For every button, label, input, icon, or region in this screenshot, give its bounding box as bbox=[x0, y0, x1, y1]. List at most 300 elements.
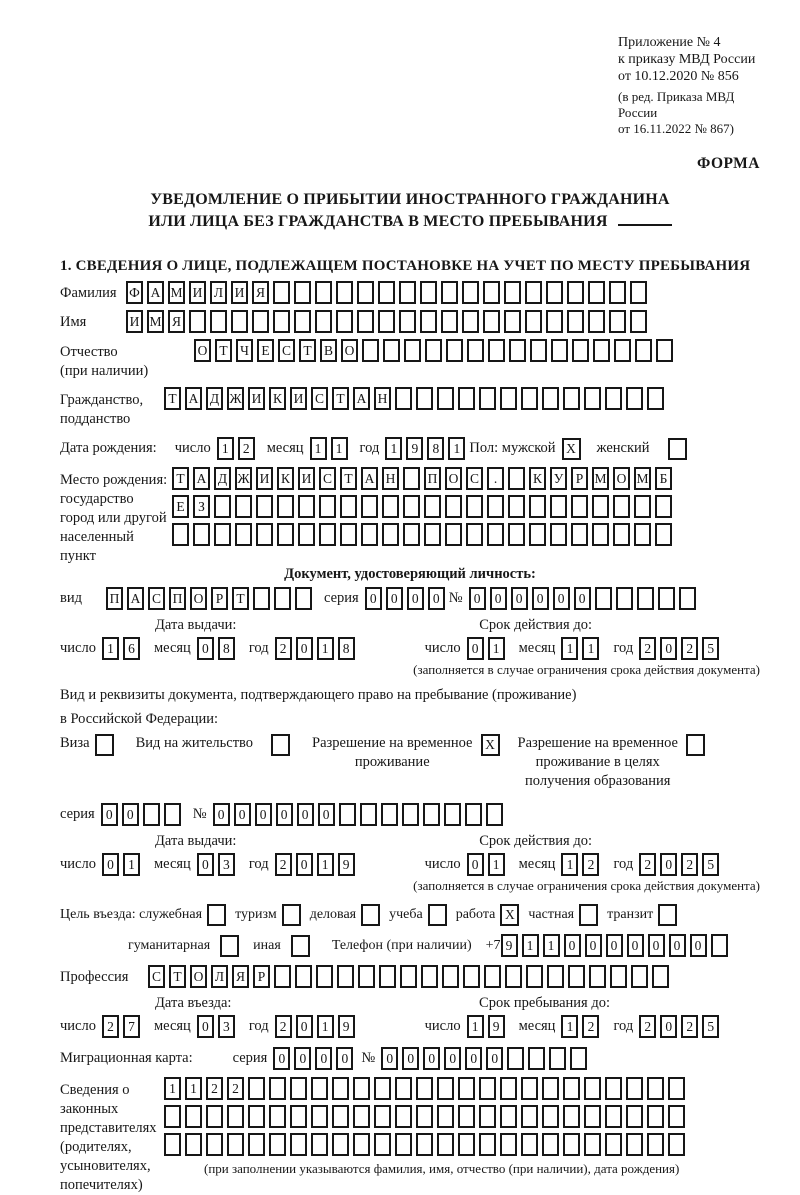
form-cell bbox=[567, 281, 584, 304]
form-cell bbox=[626, 1105, 643, 1128]
form-cell: 8 bbox=[427, 437, 444, 460]
form-cell bbox=[466, 495, 483, 518]
form-cell bbox=[442, 965, 459, 988]
surname-label: Фамилия bbox=[60, 285, 117, 301]
form-cell: 0 bbox=[660, 1015, 677, 1038]
form-cell bbox=[610, 965, 627, 988]
form-cell: 1 bbox=[543, 934, 560, 957]
number-label: № bbox=[448, 590, 463, 606]
permit-limited-note: (заполняется в случае ограничения срока действия документа) bbox=[413, 878, 760, 893]
form-cell bbox=[378, 281, 395, 304]
form-cell: 2 bbox=[275, 1015, 292, 1038]
form-cell bbox=[521, 387, 538, 410]
form-cell: 0 bbox=[102, 853, 119, 876]
form-cell bbox=[647, 1105, 664, 1128]
form-cell bbox=[605, 1133, 622, 1156]
form-cell: П bbox=[424, 467, 441, 490]
representatives-note: (при заполнении указываются фамилия, имя, отчество (при наличии), дата рождения) bbox=[204, 1161, 680, 1176]
migcard-number-cells bbox=[381, 1047, 591, 1070]
form-cell bbox=[374, 1105, 391, 1128]
form-cell: У bbox=[550, 467, 567, 490]
form-cell bbox=[382, 495, 399, 518]
form-cell: 5 bbox=[702, 637, 719, 660]
doc-dates-row bbox=[60, 637, 760, 660]
form-cell: 1 bbox=[317, 853, 334, 876]
form-cell: Б bbox=[655, 467, 672, 490]
form-cell: М bbox=[168, 281, 185, 304]
form-cell bbox=[374, 1133, 391, 1156]
form-cell bbox=[358, 965, 375, 988]
form-cell bbox=[634, 495, 651, 518]
title-line1: УВЕДОМЛЕНИЕ О ПРИБЫТИИ ИНОСТРАННОГО ГРАЖДАНИНА bbox=[150, 191, 670, 208]
form-cell bbox=[549, 1047, 566, 1070]
form-cell bbox=[668, 1105, 685, 1128]
form-cell: Т bbox=[299, 339, 316, 362]
form-cell bbox=[647, 1077, 664, 1100]
form-cell bbox=[193, 523, 210, 546]
form-cell bbox=[568, 965, 585, 988]
given-name-label: Имя bbox=[60, 314, 87, 330]
form-cell bbox=[382, 523, 399, 546]
form-cell bbox=[458, 1133, 475, 1156]
form-label: ФОРМА bbox=[696, 155, 760, 172]
form-cell bbox=[311, 1105, 328, 1128]
form-cell bbox=[353, 1133, 370, 1156]
form-cell bbox=[437, 1133, 454, 1156]
phone-cells bbox=[501, 934, 732, 957]
month-label: месяц bbox=[266, 440, 304, 456]
form-cell bbox=[353, 1105, 370, 1128]
form-cell: Т bbox=[332, 387, 349, 410]
form-cell bbox=[400, 965, 417, 988]
form-cell: 0 bbox=[255, 803, 272, 826]
form-cell: О bbox=[445, 467, 462, 490]
form-cell: 2 bbox=[639, 853, 656, 876]
form-cell bbox=[290, 1105, 307, 1128]
form-cell: 0 bbox=[660, 853, 677, 876]
form-cell bbox=[164, 803, 181, 826]
form-cell bbox=[441, 281, 458, 304]
form-cell bbox=[298, 523, 315, 546]
form-cell bbox=[185, 1105, 202, 1128]
migcard-series-cells bbox=[273, 1047, 357, 1070]
form-cell: 0 bbox=[467, 853, 484, 876]
form-cell: Р bbox=[253, 965, 270, 988]
form-cell bbox=[416, 387, 433, 410]
form-cell: Ф bbox=[126, 281, 143, 304]
form-cell bbox=[294, 310, 311, 333]
form-cell bbox=[631, 965, 648, 988]
form-cell bbox=[458, 387, 475, 410]
form-cell: 5 bbox=[702, 1015, 719, 1038]
form-cell bbox=[626, 1077, 643, 1100]
form-cell bbox=[635, 339, 652, 362]
form-cell: 9 bbox=[338, 1015, 355, 1038]
form-cell: О bbox=[613, 467, 630, 490]
form-cell: Д bbox=[206, 387, 223, 410]
form-cell: 0 bbox=[276, 803, 293, 826]
profession-label: Профессия bbox=[60, 969, 129, 985]
form-cell bbox=[403, 495, 420, 518]
form-cell: 0 bbox=[213, 803, 230, 826]
form-cell bbox=[483, 281, 500, 304]
form-cell: 0 bbox=[297, 803, 314, 826]
form-cell bbox=[379, 965, 396, 988]
form-cell bbox=[521, 1133, 538, 1156]
form-cell: 0 bbox=[365, 587, 382, 610]
form-cell bbox=[424, 495, 441, 518]
form-cell bbox=[339, 803, 356, 826]
representatives-line3-cells bbox=[164, 1133, 689, 1156]
form-cell: 2 bbox=[681, 637, 698, 660]
form-cell bbox=[487, 495, 504, 518]
form-cell bbox=[605, 1105, 622, 1128]
form-cell: Н bbox=[374, 387, 391, 410]
form-cell bbox=[528, 1047, 545, 1070]
form-cell bbox=[214, 523, 231, 546]
permit-doc-line1: Вид и реквизиты документа, подтверждающего право на пребывание (проживание) bbox=[60, 687, 577, 703]
form-cell bbox=[378, 310, 395, 333]
form-cell: И bbox=[189, 281, 206, 304]
order-reference bbox=[618, 34, 760, 137]
form-cell: 0 bbox=[336, 1047, 353, 1070]
form-cell bbox=[277, 495, 294, 518]
form-cell: 0 bbox=[296, 853, 313, 876]
form-cell bbox=[231, 310, 248, 333]
form-cell: . bbox=[487, 467, 504, 490]
surname-cells bbox=[126, 281, 651, 304]
form-cell: 0 bbox=[428, 587, 445, 610]
form-cell: 2 bbox=[238, 437, 255, 460]
profession-row bbox=[60, 965, 760, 988]
form-cell bbox=[508, 467, 525, 490]
form-cell: 1 bbox=[123, 853, 140, 876]
form-cell bbox=[248, 1133, 265, 1156]
form-cell bbox=[381, 803, 398, 826]
form-cell bbox=[248, 1105, 265, 1128]
form-cell: 0 bbox=[296, 637, 313, 660]
form-cell bbox=[164, 1133, 181, 1156]
birthplace-line2-cells bbox=[172, 495, 676, 518]
doc-date-headers bbox=[60, 617, 760, 634]
form-cell: Д bbox=[214, 467, 231, 490]
permit-series-cells bbox=[101, 803, 185, 826]
form-cell bbox=[521, 1105, 538, 1128]
year-label: год bbox=[359, 440, 380, 456]
form-cell bbox=[542, 1105, 559, 1128]
purpose-study-checkbox bbox=[428, 904, 447, 926]
form-cell: С bbox=[311, 387, 328, 410]
form-cell bbox=[500, 1105, 517, 1128]
form-cell bbox=[630, 281, 647, 304]
form-cell: 0 bbox=[627, 934, 644, 957]
migration-card-label: Миграционная карта: bbox=[60, 1050, 193, 1066]
form-cell: И bbox=[126, 310, 143, 333]
form-cell bbox=[605, 387, 622, 410]
form-cell bbox=[437, 1105, 454, 1128]
form-cell bbox=[584, 1077, 601, 1100]
form-cell bbox=[521, 1077, 538, 1100]
purpose-work-checkbox: X bbox=[500, 904, 519, 926]
form-cell bbox=[572, 339, 589, 362]
form-cell bbox=[500, 1133, 517, 1156]
form-cell: 0 bbox=[574, 587, 591, 610]
form-cell bbox=[525, 310, 542, 333]
form-cell: М bbox=[634, 467, 651, 490]
form-cell bbox=[593, 339, 610, 362]
form-cell: Т bbox=[164, 387, 181, 410]
form-cell: 0 bbox=[234, 803, 251, 826]
citizenship-cells bbox=[164, 387, 668, 410]
form-cell: Н bbox=[382, 467, 399, 490]
form-cell: 1 bbox=[164, 1077, 181, 1100]
form-cell: 0 bbox=[197, 853, 214, 876]
form-cell bbox=[584, 1105, 601, 1128]
form-cell: 7 bbox=[123, 1015, 140, 1038]
form-cell: А bbox=[147, 281, 164, 304]
form-cell: П bbox=[169, 587, 186, 610]
form-cell bbox=[295, 587, 312, 610]
birthplace-cells-block bbox=[172, 467, 676, 551]
form-cell: 1 bbox=[317, 637, 334, 660]
purpose-study-label: учеба bbox=[389, 907, 423, 922]
representatives-line2-cells bbox=[164, 1105, 689, 1128]
form-cell bbox=[206, 1105, 223, 1128]
entry-date-headers bbox=[60, 995, 760, 1012]
purpose-other-label: иная bbox=[253, 937, 281, 953]
valid-until-header: Срок действия до: bbox=[479, 833, 592, 849]
form-cell: 2 bbox=[206, 1077, 223, 1100]
doc-limited-note: (заполняется в случае ограничения срока действия документа) bbox=[413, 662, 760, 677]
form-cell: 0 bbox=[490, 587, 507, 610]
number-label: № bbox=[192, 806, 207, 822]
form-cell: Ч bbox=[236, 339, 253, 362]
form-cell bbox=[458, 1105, 475, 1128]
form-cell bbox=[550, 523, 567, 546]
form-cell: 1 bbox=[467, 1015, 484, 1038]
form-cell bbox=[332, 1077, 349, 1100]
form-cell bbox=[563, 1105, 580, 1128]
permit-rvp-education: Разрешение на временное проживание в целях получения образования bbox=[518, 734, 705, 791]
visa-checkbox bbox=[95, 734, 114, 756]
form-cell bbox=[571, 523, 588, 546]
purpose-business-label: деловая bbox=[309, 907, 357, 922]
residence-checkbox bbox=[271, 734, 290, 756]
series-label: серия bbox=[324, 590, 359, 606]
entry-dates-row bbox=[60, 1015, 760, 1038]
purpose-private-checkbox bbox=[579, 904, 598, 926]
form-cell bbox=[479, 1105, 496, 1128]
form-cell: А bbox=[193, 467, 210, 490]
form-cell bbox=[210, 310, 227, 333]
form-cell bbox=[395, 1133, 412, 1156]
form-cell: 0 bbox=[690, 934, 707, 957]
title-line2: ИЛИ ЛИЦА БЕЗ ГРАЖДАНСТВА В МЕСТО ПРЕБЫВАНИЯ bbox=[148, 213, 608, 230]
form-cell: 0 bbox=[402, 1047, 419, 1070]
form-cell: С bbox=[278, 339, 295, 362]
form-cell bbox=[507, 1047, 524, 1070]
form-cell bbox=[420, 310, 437, 333]
form-cell bbox=[277, 523, 294, 546]
form-cell: Т bbox=[172, 467, 189, 490]
form-cell: 2 bbox=[681, 1015, 698, 1038]
form-cell bbox=[274, 587, 291, 610]
ref-line-edition: (в ред. Приказа МВД России bbox=[618, 89, 735, 120]
form-cell: Я bbox=[252, 281, 269, 304]
migration-card-row bbox=[60, 1047, 760, 1070]
form-cell: 0 bbox=[386, 587, 403, 610]
rvp-education-checkbox bbox=[686, 734, 705, 756]
form-cell: 1 bbox=[561, 1015, 578, 1038]
form-cell bbox=[315, 310, 332, 333]
form-cell: 1 bbox=[317, 1015, 334, 1038]
purpose-tourism-checkbox bbox=[282, 904, 301, 926]
form-cell bbox=[605, 1077, 622, 1100]
entry-date-header: Дата въезда: bbox=[155, 995, 232, 1011]
form-cell bbox=[613, 495, 630, 518]
form-cell: Т bbox=[169, 965, 186, 988]
sex-male-label: Пол: мужской bbox=[469, 440, 556, 456]
form-cell bbox=[425, 339, 442, 362]
form-cell bbox=[290, 1077, 307, 1100]
form-cell bbox=[445, 523, 462, 546]
form-cell: 0 bbox=[669, 934, 686, 957]
form-cell bbox=[444, 803, 461, 826]
issue-date-header: Дата выдачи: bbox=[155, 833, 237, 849]
representatives-label: Сведения о законных представителях (родителях, усыновителях, попечителях) bbox=[60, 1082, 157, 1193]
purpose-transit-checkbox bbox=[658, 904, 677, 926]
representatives-line1-cells bbox=[164, 1077, 689, 1100]
doc-type-label: вид bbox=[60, 590, 82, 606]
form-cell bbox=[402, 803, 419, 826]
form-cell bbox=[668, 1077, 685, 1100]
form-cell bbox=[295, 965, 312, 988]
form-cell: А bbox=[185, 387, 202, 410]
form-cell bbox=[526, 965, 543, 988]
form-cell: Ж bbox=[235, 467, 252, 490]
form-cell: А bbox=[353, 387, 370, 410]
title-blank-underline bbox=[618, 212, 672, 226]
form-cell bbox=[637, 587, 654, 610]
permit-issue-date: число 0 1 месяц 0 3 год 2 0 1 9 bbox=[60, 853, 359, 876]
form-cell bbox=[655, 495, 672, 518]
form-cell: 0 bbox=[315, 1047, 332, 1070]
doc-number-cells bbox=[469, 587, 700, 610]
identity-doc-heading: Документ, удостоверяющий личность: bbox=[284, 566, 536, 582]
form-cell bbox=[530, 339, 547, 362]
birth-year-cells bbox=[385, 437, 469, 460]
form-cell bbox=[361, 523, 378, 546]
birthplace-line1-cells bbox=[172, 467, 676, 490]
form-cell: О bbox=[190, 965, 207, 988]
form-cell: 1 bbox=[488, 853, 505, 876]
form-cell: О bbox=[341, 339, 358, 362]
form-cell: 1 bbox=[385, 437, 402, 460]
form-cell: М bbox=[592, 467, 609, 490]
form-cell: С bbox=[148, 587, 165, 610]
form-cell: 1 bbox=[185, 1077, 202, 1100]
form-cell bbox=[614, 339, 631, 362]
form-cell: 5 bbox=[702, 853, 719, 876]
form-cell: 1 bbox=[561, 853, 578, 876]
phone-prefix: +7 bbox=[485, 937, 501, 953]
form-cell: 0 bbox=[486, 1047, 503, 1070]
form-cell bbox=[235, 495, 252, 518]
form-cell: 8 bbox=[218, 637, 235, 660]
form-cell bbox=[550, 495, 567, 518]
form-cell: О bbox=[190, 587, 207, 610]
form-cell bbox=[484, 965, 501, 988]
form-cell: Р bbox=[211, 587, 228, 610]
form-cell bbox=[206, 1133, 223, 1156]
birthplace-row bbox=[60, 467, 760, 566]
ref-line: от 10.12.2020 № 856 bbox=[618, 69, 739, 84]
permit-residence: Вид на жительство bbox=[136, 734, 290, 756]
form-cell bbox=[395, 1105, 412, 1128]
form-cell bbox=[563, 1133, 580, 1156]
form-cell bbox=[441, 310, 458, 333]
form-cell bbox=[416, 1105, 433, 1128]
form-cell bbox=[652, 965, 669, 988]
form-cell: 8 bbox=[338, 637, 355, 660]
form-cell: 2 bbox=[582, 1015, 599, 1038]
form-cell bbox=[362, 339, 379, 362]
form-cell: К bbox=[269, 387, 286, 410]
form-cell: 1 bbox=[102, 637, 119, 660]
representatives-row bbox=[60, 1077, 760, 1195]
form-cell: Ж bbox=[227, 387, 244, 410]
citizenship-row bbox=[60, 387, 760, 429]
form-cell bbox=[374, 1077, 391, 1100]
representatives-cells-block bbox=[164, 1077, 689, 1177]
form-cell bbox=[172, 523, 189, 546]
form-cell: 0 bbox=[294, 1047, 311, 1070]
permit-visa: Виза bbox=[60, 734, 114, 756]
form-cell bbox=[479, 1133, 496, 1156]
form-cell bbox=[319, 495, 336, 518]
form-cell: А bbox=[127, 587, 144, 610]
form-cell bbox=[332, 1105, 349, 1128]
form-cell: С bbox=[466, 467, 483, 490]
form-cell: 9 bbox=[406, 437, 423, 460]
form-cell bbox=[508, 523, 525, 546]
form-cell: 2 bbox=[275, 853, 292, 876]
purpose-business-checkbox bbox=[361, 904, 380, 926]
form-cell: Т bbox=[340, 467, 357, 490]
form-cell: Я bbox=[232, 965, 249, 988]
form-cell: Т bbox=[215, 339, 232, 362]
form-cell bbox=[269, 1105, 286, 1128]
ref-line: к приказу МВД России bbox=[618, 52, 756, 67]
permit-expiry-date: число 0 1 месяц 1 2 год 2 0 2 5 bbox=[425, 853, 724, 876]
form-cell bbox=[185, 1133, 202, 1156]
issue-date-header: Дата выдачи: bbox=[155, 617, 237, 633]
form-cell bbox=[630, 310, 647, 333]
form-cell: А bbox=[361, 467, 378, 490]
form-cell bbox=[269, 1133, 286, 1156]
phone-label: Телефон (при наличии) bbox=[331, 937, 472, 953]
permit-series-row bbox=[60, 803, 760, 826]
form-cell: 0 bbox=[273, 1047, 290, 1070]
birthplace-label: Место рождения: государство город или другой населенный пункт bbox=[60, 472, 168, 564]
form-cell bbox=[483, 310, 500, 333]
form-cell bbox=[252, 310, 269, 333]
form-cell bbox=[404, 339, 421, 362]
form-cell: 2 bbox=[275, 637, 292, 660]
ref-line-edition: от 16.11.2022 № 867) bbox=[618, 121, 735, 136]
purpose-row-2 bbox=[60, 934, 760, 957]
document-title bbox=[60, 189, 760, 233]
